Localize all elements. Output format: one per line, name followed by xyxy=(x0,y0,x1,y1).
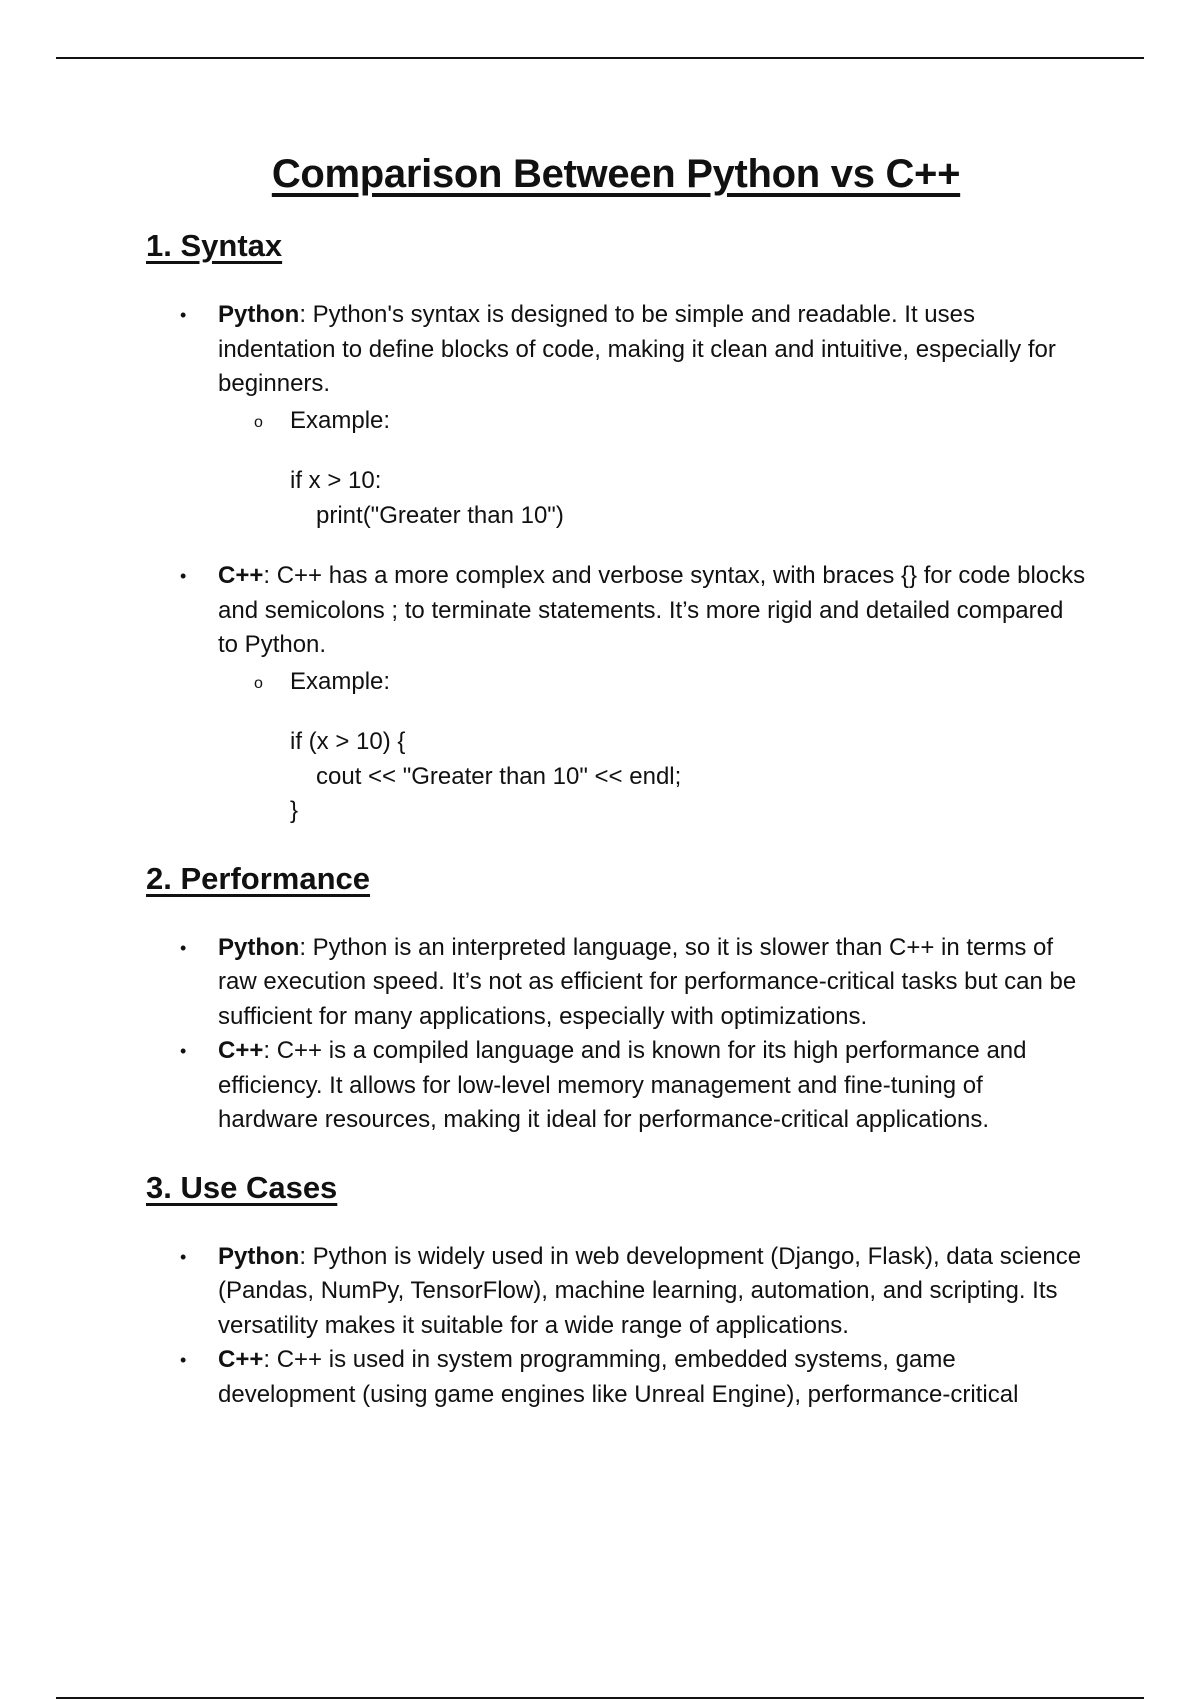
item-text: : Python is an interpreted language, so it is slower than C++ in terms of raw execution speed. It’s not as efficient for performance-critical tasks but can be sufficient for many applications, especially with optimizations. xyxy=(218,933,1077,1030)
syntax-list xyxy=(146,298,1086,829)
list-item xyxy=(146,1034,1086,1138)
code-example xyxy=(218,464,1086,533)
bullet-icon: • xyxy=(180,937,187,958)
code-line: print("Greater than 10") xyxy=(316,501,564,529)
top-rule xyxy=(56,57,1144,59)
code-line: if x > 10: xyxy=(290,467,382,494)
item-text: : C++ is used in system programming, embedded systems, game development (using game engines like Unreal Engine), performance-critical xyxy=(218,1346,1019,1408)
item-text: : C++ has a more complex and verbose syntax, with braces {} for code blocks and semicolons ; to terminate statements. It’s more rigid and detailed compared to Python. xyxy=(218,562,1086,658)
code-example xyxy=(218,725,1086,829)
language-label: C++ xyxy=(218,562,264,589)
list-item xyxy=(146,931,1086,1035)
item-text: : Python's syntax is designed to be simple and readable. It uses indentation to define blocks of code, making it clean and intuitive, especially for beginners. xyxy=(218,301,1056,397)
code-line: } xyxy=(290,797,299,824)
bullet-icon: • xyxy=(180,305,187,325)
list-item xyxy=(146,559,1086,829)
language-label: Python xyxy=(218,933,300,961)
language-label: C++ xyxy=(218,1037,264,1064)
circle-bullet-icon: o xyxy=(254,674,263,692)
code-line: cout << "Greater than 10" << endl; xyxy=(316,762,682,790)
code-line: if (x > 10) { xyxy=(290,728,406,755)
language-label: Python xyxy=(218,301,300,328)
language-label: C++ xyxy=(218,1346,264,1373)
page-title: Comparison Between Python vs C++ xyxy=(271,152,961,196)
use-cases-list xyxy=(146,1240,1086,1413)
list-item xyxy=(146,1240,1086,1344)
example-subitem xyxy=(218,404,1086,439)
bottom-rule xyxy=(56,1697,1144,1699)
list-item xyxy=(146,1343,1086,1412)
section-heading-use-cases: 3. Use Cases xyxy=(146,1169,338,1205)
bullet-icon: • xyxy=(180,1041,187,1061)
example-label: Example: xyxy=(290,667,391,695)
document-page xyxy=(146,148,1086,1412)
circle-bullet-icon: o xyxy=(254,413,263,431)
bullet-icon: • xyxy=(180,1246,187,1267)
example-label: Example: xyxy=(290,406,391,434)
item-text: : Python is widely used in web development (Django, Flask), data science (Pandas, NumPy, TensorFlow), machine learning, automation, and scripting. Its versatility makes it suitable for a wide range of applications. xyxy=(218,1242,1082,1339)
list-item xyxy=(146,298,1086,533)
bullet-icon: • xyxy=(180,566,187,586)
bullet-icon: • xyxy=(180,1350,187,1370)
performance-list xyxy=(146,931,1086,1138)
item-text: : C++ is a compiled language and is known for its high performance and efficiency. It allows for low-level memory management and fine-tuning of hardware resources, making it ideal for performance-critical applications. xyxy=(218,1037,1027,1133)
example-subitem xyxy=(218,665,1086,700)
language-label: Python xyxy=(218,1242,300,1270)
section-heading-performance: 2. Performance xyxy=(146,860,370,896)
section-heading-syntax: 1. Syntax xyxy=(146,228,283,263)
